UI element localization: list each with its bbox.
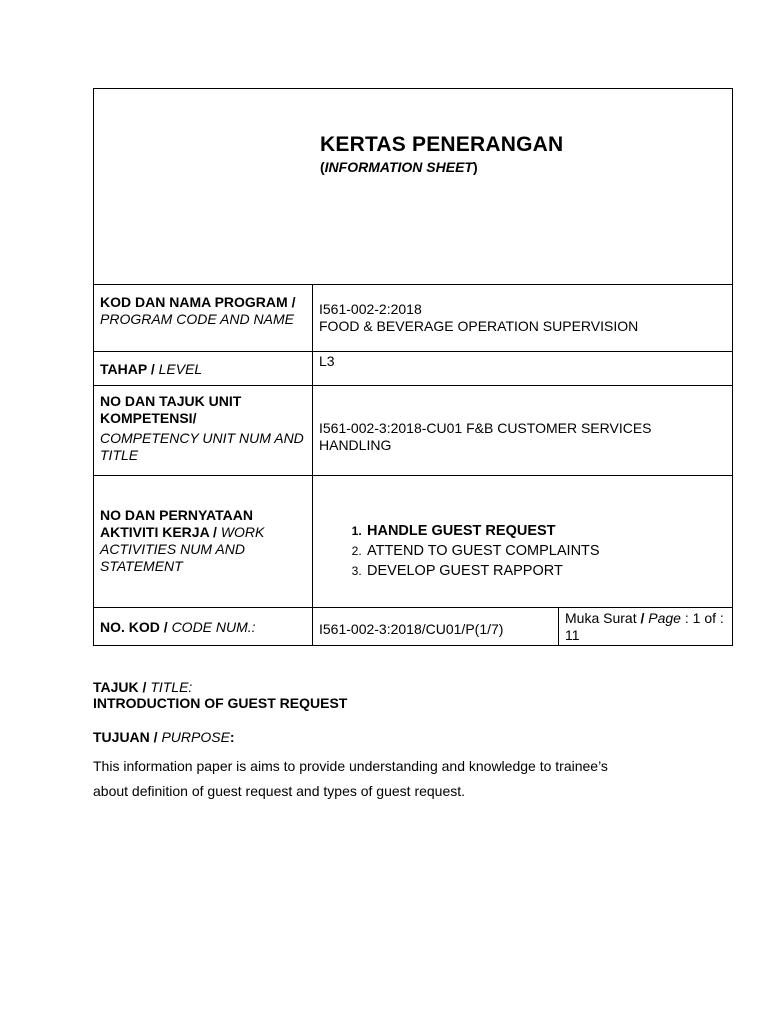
work-activities-list	[313, 521, 732, 581]
level-label-italic: LEVEL	[158, 361, 203, 377]
level-label-bold: TAHAP /	[100, 361, 155, 377]
level-value-cell	[313, 352, 733, 386]
list-item: 2. ATTEND TO GUEST COMPLAINTS	[365, 541, 732, 561]
title-section	[93, 679, 347, 711]
competency-value-cell	[313, 386, 733, 476]
title-label-bold: TAJUK /	[93, 679, 147, 695]
sheet-title: KERTAS PENERANGAN	[320, 133, 564, 156]
sheet-subtitle: (INFORMATION SHEET)	[320, 159, 478, 175]
competency-value: I561-002-3:2018-CU01 F&B CUSTOMER SERVICES HANDLING	[319, 420, 652, 453]
page-cell	[559, 608, 733, 646]
code-label-cell	[94, 608, 313, 646]
competency-label-cell	[94, 386, 313, 476]
program-code: I561-002-2:2018	[319, 301, 422, 317]
purpose-line-1: This information paper is aims to provide understanding and knowledge to trainee’s	[93, 758, 608, 774]
purpose-heading: TUJUAN / PURPOSE:	[93, 729, 235, 745]
program-label-bold: KOD DAN NAMA PROGRAM /	[100, 294, 296, 310]
program-label-italic: PROGRAM CODE AND NAME	[100, 311, 294, 327]
page-number: Muka Surat / Page : 1 of : 11	[565, 610, 724, 643]
info-sheet-table	[93, 88, 733, 646]
work-activities-value-cell	[313, 476, 733, 608]
header-cell	[94, 89, 733, 285]
program-name: FOOD & BEVERAGE OPERATION SUPERVISION	[319, 318, 639, 334]
work-activities-label-bold: NO DAN PERNYATAAN AKTIVITI KERJA /	[100, 507, 253, 540]
program-label-cell	[94, 285, 313, 352]
purpose-line-2: about definition of guest request and types of guest request.	[93, 783, 466, 799]
code-label-bold: NO. KOD /	[100, 619, 168, 635]
program-value-cell	[313, 285, 733, 352]
code-value: I561-002-3:2018/CU01/P(1/7)	[319, 621, 504, 637]
competency-label-italic: COMPETENCY UNIT NUM AND TITLE	[100, 430, 304, 463]
work-activities-label-italic: WORK ACTIVITIES NUM AND STATEMENT	[100, 524, 265, 574]
purpose-paragraph	[93, 754, 608, 804]
list-item: 1. HANDLE GUEST REQUEST	[365, 521, 732, 541]
title-label-italic: TITLE:	[150, 679, 193, 695]
level-label-cell	[94, 352, 313, 386]
code-label-italic: CODE NUM.:	[171, 619, 256, 635]
code-value-cell	[313, 608, 559, 646]
level-value: L3	[319, 353, 335, 369]
list-item: 3. DEVELOP GUEST RAPPORT	[365, 561, 732, 581]
competency-label-bold: NO DAN TAJUK UNIT KOMPETENSI/	[100, 393, 242, 426]
work-activities-label-cell	[94, 476, 313, 608]
title-value: INTRODUCTION OF GUEST REQUEST	[93, 695, 348, 711]
